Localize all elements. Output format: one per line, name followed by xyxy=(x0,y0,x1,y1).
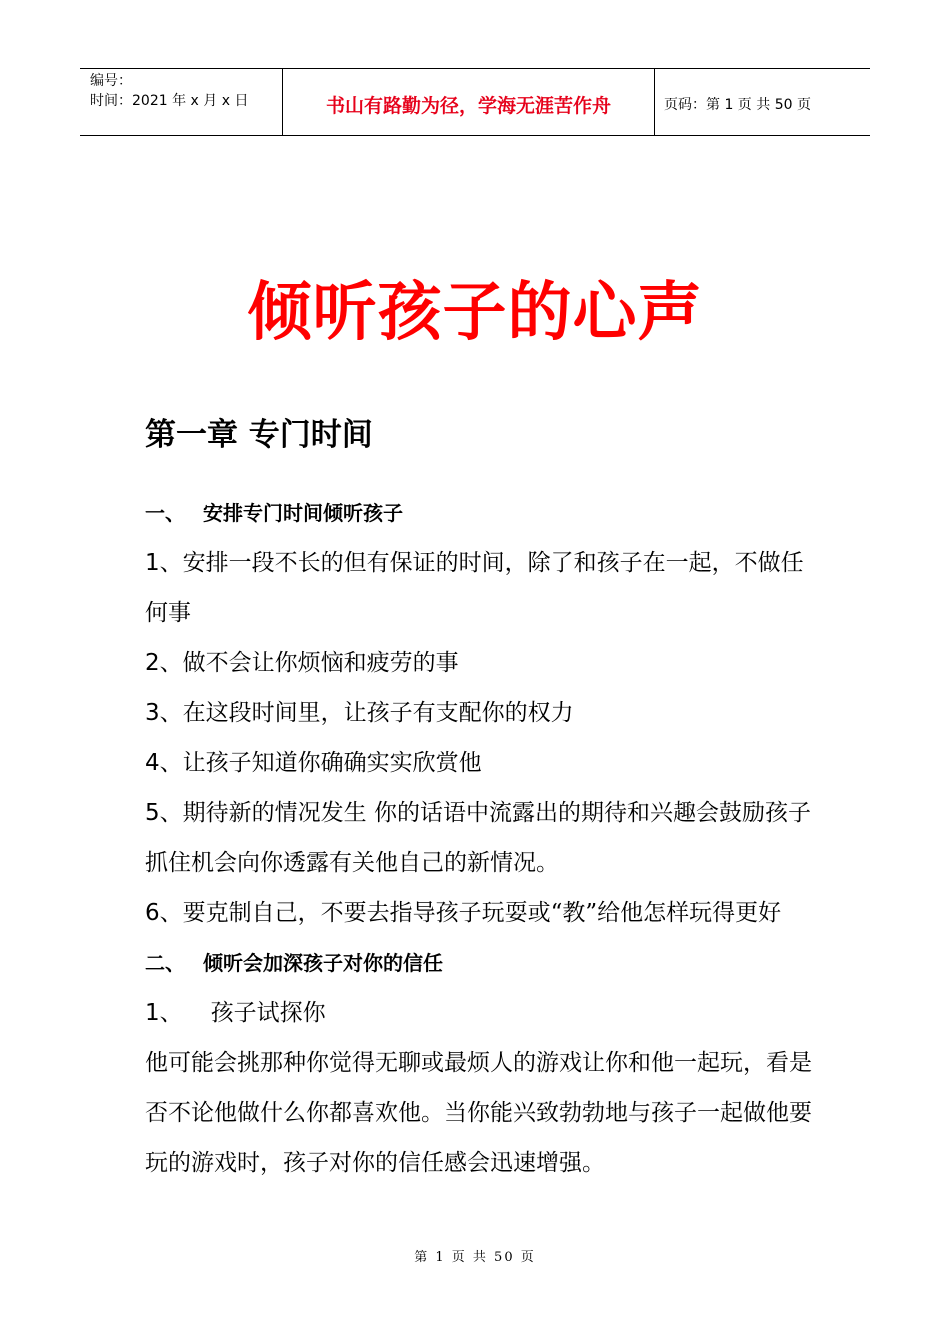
number-label: 编号： xyxy=(90,73,132,89)
body-paragraph: 他可能会挑那种你觉得无聊或最烦人的游戏让你和他一起玩，看是否不论他做什么你都喜欢他。当你能兴致勃勃地与孩子一起做他要玩的游戏时，孩子对你的信任感会迅速增强。 xyxy=(145,1050,812,1176)
list-item: 4、让孩子知道你确确实实欣赏他 xyxy=(145,750,482,776)
document-body xyxy=(145,488,825,1188)
header-meta-cell xyxy=(80,69,282,135)
time-label: 时间：2021 年 x 月 x 日 xyxy=(90,93,249,109)
chapter-heading: 第一章 专门时间 xyxy=(145,417,373,453)
list-item: 1、安排一段不长的但有保证的时间，除了和孩子在一起，不做任何事 xyxy=(145,550,804,626)
list-item: 2、做不会让你烦恼和疲劳的事 xyxy=(145,650,459,676)
list-item: 6、要克制自己，不要去指导孩子玩耍或“教”给他怎样玩得更好 xyxy=(145,900,782,926)
list-item: 3、在这段时间里，让孩子有支配你的权力 xyxy=(145,700,574,726)
header-table xyxy=(80,68,870,136)
page-info: 页码：第 1 页 共 50 页 xyxy=(664,97,811,113)
document-title: 倾听孩子的心声 xyxy=(247,275,703,350)
motto: 书山有路勤为径，学海无涯苦作舟 xyxy=(282,69,655,135)
sub-item: 1、 孩子试探你 xyxy=(145,1000,326,1026)
page-footer: 第 1 页 共 50 页 xyxy=(414,1250,536,1265)
section-heading-1: 一、 安排专门时间倾听孩子 xyxy=(145,501,403,525)
section-heading-2: 二、 倾听会加深孩子对你的信任 xyxy=(145,951,443,975)
list-item: 5、期待新的情况发生 你的话语中流露出的期待和兴趣会鼓励孩子抓住机会向你透露有关他自己的新情况。 xyxy=(145,800,811,876)
